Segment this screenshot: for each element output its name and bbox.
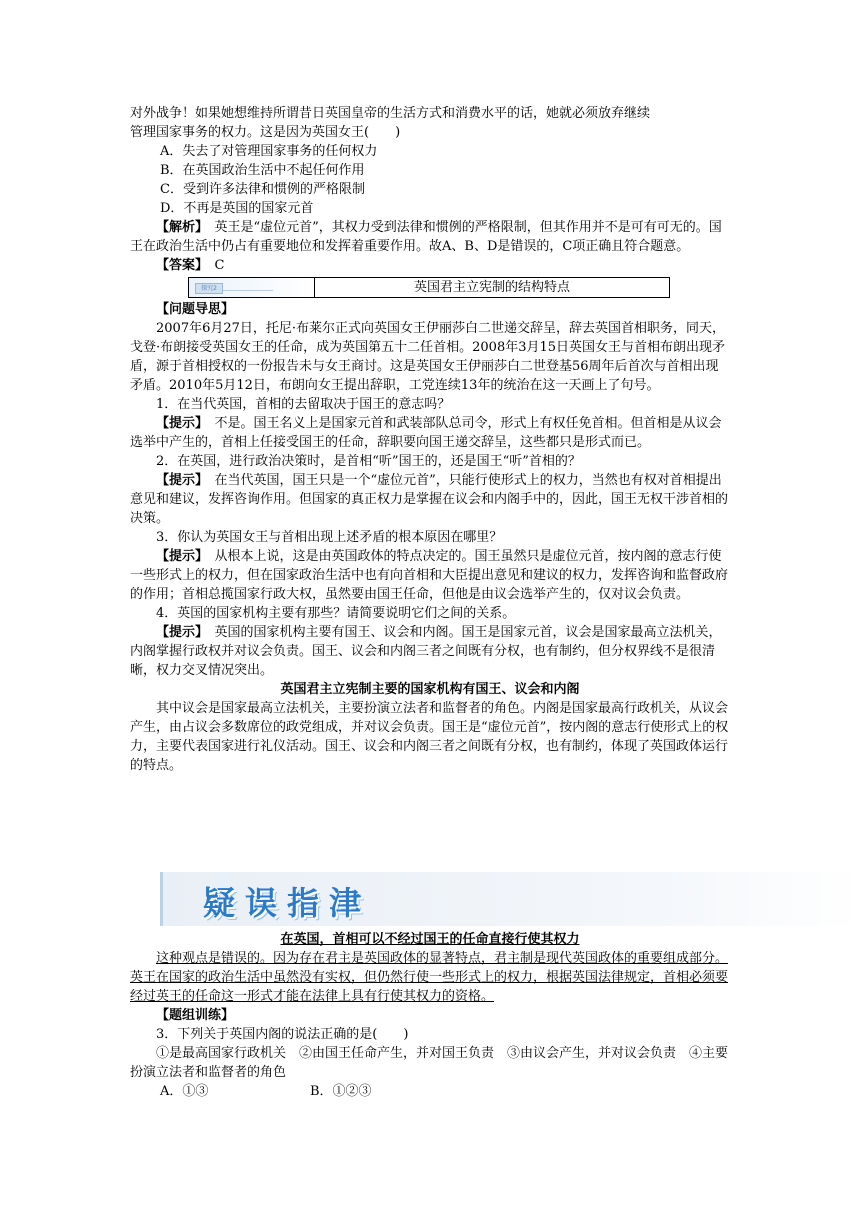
section-header-box (188, 277, 670, 298)
hint-label: 【提示】 (156, 416, 202, 431)
answer-paragraph (130, 256, 730, 275)
hint-text: 从根本上说，这是由英国政体的特点决定的。国王虽然只是虚位元首，按内阁的意志行使一些形式上的权力，但在国家政治生活中也有向首相和大臣提出意见和建议的权力，发挥咨询和监督政府的作用；首相总揽国家行政大权，虽然要由国王任命，但他是由议会选举产生的，仅对议会负责。 (130, 549, 729, 602)
lower-content (130, 930, 730, 1101)
hint-label: 【提示】 (156, 625, 202, 640)
hint-text: 英国的国家机构主要有国王、议会和内阁。国王是国家元首，议会是国家最高立法机关，内阁掌握行政权并对议会负责。国王、议会和内阁三者之间既有分权，也有制约，但分权界线不是很清晰，权力交叉情况突出。 (130, 625, 722, 678)
misconception-title: 在英国，首相可以不经过国王的任命直接行使其权力 (280, 932, 580, 947)
practice-question: 3．下列关于英国内阁的说法正确的是( ) (156, 1027, 409, 1042)
analysis-label: 【解析】 (156, 220, 202, 235)
guide-question-4: 4．英国的国家机构主要有那些？请简要说明它们之间的关系。 (156, 606, 516, 621)
option-b: B．在英国政治生活中不起任何作用 (160, 163, 365, 178)
summary-title: 英国君主立宪制主要的国家机构有国王、议会和内阁 (280, 682, 580, 697)
practice-option-a: A．①③ (160, 1084, 209, 1099)
practice-option-b: B．①②③ (310, 1084, 372, 1099)
hint-text: 不是。国王名义上是国家元首和武装部队总司令，形式上有权任免首相。但首相是从议会选举中产生的，首相上任接受国王的任命，辞职要向国王递交辞呈，这些都只是形式而已。 (130, 416, 722, 450)
guide-hint-1 (130, 414, 730, 452)
practice-label: 【题组训练】 (156, 1008, 235, 1023)
section-tag (189, 278, 315, 297)
question-stem-line2: 管理国家事务的权力。这是因为英国女王( ) (130, 125, 401, 140)
banner-title: 疑误指津 (203, 884, 372, 922)
answer-label: 【答案】 (156, 258, 202, 273)
answer-text: C (201, 258, 225, 273)
option-d: D．不再是英国的国家元首 (160, 201, 314, 216)
practice-statements: ①是最高国家行政机关 ②由国王任命产生，并对国王负责 ③由议会产生，并对议会负责 ④主要扮演立法者和监督者的角色 (130, 1046, 729, 1080)
misconception-text: 这种观点是错误的。因为存在君主是英国政体的显著特点，君主制是现代英国政体的重要组成部分。英王在国家的政治生活中虽然没有实权，但仍然行使一些形式上的权力，根据英国法律规定，首相必须要经过英王的任命这一形式才能在法律上具有行使其权力的资格。 (130, 951, 729, 1004)
guide-hint-4 (130, 623, 730, 680)
misconception-banner (160, 872, 860, 926)
practice-options (130, 1082, 730, 1101)
hint-text: 在当代英国，国王只是一个“虚位元首”，只能行使形式上的权力，当然也有权对首相提出意见和建议，发挥咨询作用。但国家的真正权力是掌握在议会和内阁手中的，因此，国王无权干涉首相的决策。 (130, 473, 729, 526)
guide-question-3: 3．你认为英国女王与首相出现上述矛盾的根本原因在哪里？ (156, 530, 503, 545)
section-tag-label: 探究2 (195, 283, 223, 294)
question-stem-line1: 对外战争！如果她想维持所谓昔日英国皇帝的生活方式和消费水平的话，她就必须放弃继续 (130, 106, 651, 121)
hint-label: 【提示】 (156, 549, 202, 564)
option-a: A．失去了对管理国家事务的任何权力 (160, 144, 378, 159)
section-tag-decoration (223, 290, 273, 291)
guide-hint-2 (130, 471, 730, 528)
analysis-text: 英王是“虚位元首”，其权力受到法律和惯例的严格限制，但其作用并不是可有可无的。国王在政治生活中仍占有重要地位和发挥着重要作用。故A、B、D是错误的，C项正确且符合题意。 (130, 220, 722, 254)
analysis-paragraph (130, 218, 730, 256)
option-c: C．受到许多法律和惯例的严格限制 (160, 182, 365, 197)
section-title: 英国君主立宪制的结构特点 (413, 280, 570, 295)
page-content (130, 104, 730, 775)
guide-intro: 2007年6月27日，托尼·布莱尔正式向英国女王伊丽莎白二世递交辞呈，辞去英国首相职务，同天，戈登·布朗接受英国女王的任命，成为英国第五十二任首相。2008年3月15日英国女王与首相布朗出现矛盾，源于首相授权的一份报告未与女王商讨。这是英国女王伊丽莎白二世登基56周年后首次与首相出现矛盾。2010年5月12日，布朗向女王提出辞职，工党连续13年的统治在这一天画上了句号。 (130, 321, 726, 393)
guide-question-2: 2．在英国，进行政治决策时，是首相“听”国王的，还是国王“听”首相的？ (156, 454, 581, 469)
guide-label: 【问题导思】 (156, 302, 235, 317)
hint-label: 【提示】 (156, 473, 202, 488)
guide-question-1: 1．在当代英国，首相的去留取决于国王的意志吗？ (156, 397, 451, 412)
summary-text: 其中议会是国家最高立法机关，主要扮演立法者和监督者的角色。内阁是国家最高行政机关，从议会产生，由占议会多数席位的政党组成，并对议会负责。国王是“虚位元首”，按内阁的意志行使形式上的权力，主要代表国家进行礼仪活动。国王、议会和内阁三者之间既有分权，也有制约，体现了英国政体运行的特点。 (130, 701, 729, 773)
guide-hint-3 (130, 547, 730, 604)
